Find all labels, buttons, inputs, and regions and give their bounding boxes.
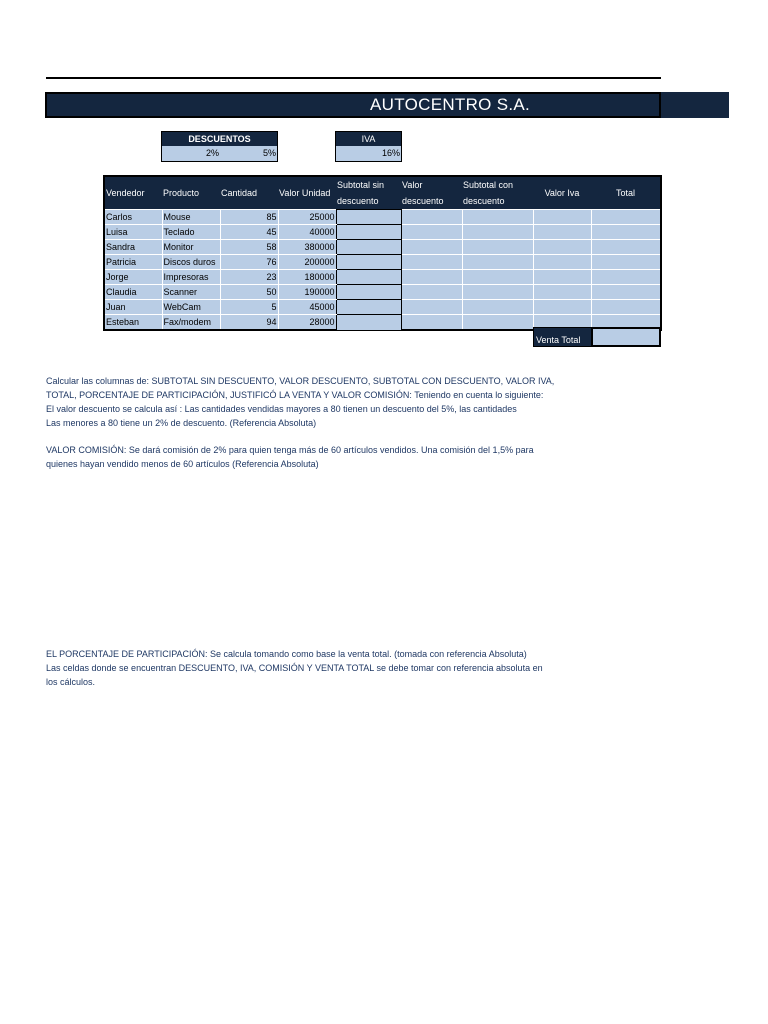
valor-descuento-cell[interactable]: [401, 210, 462, 225]
instructions-paragraph-3: [46, 647, 543, 689]
cantidad-cell[interactable]: 50: [220, 285, 278, 300]
valor-iva-cell[interactable]: [533, 285, 591, 300]
iva-value-row: [336, 146, 401, 161]
valor-descuento-cell[interactable]: [401, 285, 462, 300]
header-producto: Producto: [162, 176, 220, 210]
instruction-line: quienes hayan vendido menos de 60 artículos (Referencia Absoluta): [46, 459, 319, 469]
valor-iva-cell[interactable]: [533, 255, 591, 270]
cantidad-cell[interactable]: 58: [220, 240, 278, 255]
valor-descuento-cell[interactable]: [401, 240, 462, 255]
table-row: [104, 225, 661, 240]
cantidad-cell[interactable]: 45: [220, 225, 278, 240]
iva-value-cell[interactable]: 16%: [381, 148, 400, 158]
subtotal-sin-descuento-cell[interactable]: [336, 300, 401, 315]
valor-descuento-cell[interactable]: [401, 270, 462, 285]
subtotal-sin-descuento-cell[interactable]: [336, 225, 401, 240]
total-cell[interactable]: [591, 270, 661, 285]
valor-iva-cell[interactable]: [533, 240, 591, 255]
instruction-line: EL PORCENTAJE DE PARTICIPACIÓN: Se calcula tomando como base la venta total. (tomada con referencia Absoluta): [46, 649, 527, 659]
descuentos-values: [162, 146, 277, 161]
header-subtotal-con-descuento: Subtotal con descuento: [462, 176, 533, 210]
top-rule: [46, 77, 661, 79]
header-vendedor: Vendedor: [104, 176, 162, 210]
table-header-row: [104, 176, 661, 210]
valor-unidad-cell[interactable]: 25000: [278, 210, 336, 225]
subtotal-con-descuento-cell[interactable]: [462, 240, 533, 255]
instruction-line: Las menores a 80 tiene un 2% de descuento. (Referencia Absoluta): [46, 418, 317, 428]
valor-unidad-cell[interactable]: 180000: [278, 270, 336, 285]
descuentos-label: DESCUENTOS: [162, 132, 277, 146]
instruction-line: Calcular las columnas de: SUBTOTAL SIN DESCUENTO, VALOR DESCUENTO, SUBTOTAL CON DESCUENTO, VALOR IVA,: [46, 376, 555, 386]
producto-cell[interactable]: Scanner: [162, 285, 220, 300]
sales-table: [103, 175, 662, 331]
vendedor-cell[interactable]: Jorge: [104, 270, 162, 285]
subtotal-con-descuento-cell[interactable]: [462, 285, 533, 300]
iva-box: [335, 131, 402, 162]
cantidad-cell[interactable]: 94: [220, 315, 278, 331]
subtotal-sin-descuento-cell[interactable]: [336, 255, 401, 270]
descuento-5-cell[interactable]: 5%: [262, 148, 276, 158]
venta-total-label: Venta Total: [533, 327, 591, 347]
header-total: Total: [591, 176, 661, 210]
header-cantidad: Cantidad: [220, 176, 278, 210]
venta-total-cell[interactable]: [591, 327, 661, 347]
title-banner-border: [45, 92, 661, 118]
valor-iva-cell[interactable]: [533, 225, 591, 240]
valor-descuento-cell[interactable]: [401, 225, 462, 240]
page-title: AUTOCENTRO S.A.: [370, 95, 531, 114]
producto-cell[interactable]: Mouse: [162, 210, 220, 225]
valor-iva-cell[interactable]: [533, 270, 591, 285]
valor-iva-cell[interactable]: [533, 300, 591, 315]
valor-unidad-cell[interactable]: 45000: [278, 300, 336, 315]
descuento-2-cell[interactable]: 2%: [205, 148, 219, 158]
header-valor-unidad: Valor Unidad: [278, 176, 336, 210]
instruction-line: TOTAL, PORCENTAJE DE PARTICIPACIÓN, JUSTIFICÓ LA VENTA Y VALOR COMISIÓN: Teniendo en cuenta lo siguiente:: [46, 390, 544, 400]
vendedor-cell[interactable]: Carlos: [104, 210, 162, 225]
total-cell[interactable]: [591, 225, 661, 240]
cantidad-cell[interactable]: 23: [220, 270, 278, 285]
subtotal-sin-descuento-cell[interactable]: [336, 270, 401, 285]
table-row: [104, 210, 661, 225]
iva-label: IVA: [336, 132, 401, 146]
subtotal-sin-descuento-cell[interactable]: [336, 240, 401, 255]
total-cell[interactable]: [591, 210, 661, 225]
vendedor-cell[interactable]: Patricia: [104, 255, 162, 270]
table-row: [104, 255, 661, 270]
valor-unidad-cell[interactable]: 28000: [278, 315, 336, 331]
vendedor-cell[interactable]: Esteban: [104, 315, 162, 331]
producto-cell[interactable]: Impresoras: [162, 270, 220, 285]
instruction-line: El valor descuento se calcula así : Las cantidades vendidas mayores a 80 tienen un descuento del 5%, las cantidades: [46, 404, 517, 414]
subtotal-sin-descuento-cell[interactable]: [336, 285, 401, 300]
total-cell[interactable]: [591, 300, 661, 315]
subtotal-con-descuento-cell[interactable]: [462, 270, 533, 285]
header-valor-iva: Valor Iva: [533, 176, 591, 210]
valor-descuento-cell[interactable]: [401, 255, 462, 270]
cantidad-cell[interactable]: 76: [220, 255, 278, 270]
vendedor-cell[interactable]: Claudia: [104, 285, 162, 300]
valor-unidad-cell[interactable]: 190000: [278, 285, 336, 300]
vendedor-cell[interactable]: Juan: [104, 300, 162, 315]
total-cell[interactable]: [591, 285, 661, 300]
cantidad-cell[interactable]: 5: [220, 300, 278, 315]
instruction-line: los cálculos.: [46, 677, 96, 687]
valor-unidad-cell[interactable]: 380000: [278, 240, 336, 255]
header-subtotal-sin-descuento: Subtotal sin descuento: [336, 176, 401, 210]
instructions-paragraph-2: [46, 443, 534, 471]
cantidad-cell[interactable]: 85: [220, 210, 278, 225]
subtotal-sin-descuento-cell[interactable]: [336, 210, 401, 225]
descuentos-box: [161, 131, 278, 162]
vendedor-cell[interactable]: Sandra: [104, 240, 162, 255]
valor-unidad-cell[interactable]: 200000: [278, 255, 336, 270]
table-row: [104, 270, 661, 285]
instruction-line: VALOR COMISIÓN: Se dará comisión de 2% para quien tenga más de 60 artículos vendidos. Una comisión del 1,5% para: [46, 445, 534, 455]
producto-cell[interactable]: WebCam: [162, 300, 220, 315]
valor-unidad-cell[interactable]: 40000: [278, 225, 336, 240]
producto-cell[interactable]: Discos duros: [162, 255, 220, 270]
subtotal-con-descuento-cell[interactable]: [462, 210, 533, 225]
vendedor-cell[interactable]: Luisa: [104, 225, 162, 240]
table-row: [104, 300, 661, 315]
subtotal-con-descuento-cell[interactable]: [462, 225, 533, 240]
total-cell[interactable]: [591, 240, 661, 255]
producto-cell[interactable]: Fax/modem: [162, 315, 220, 331]
instructions-paragraph-1: [46, 374, 554, 430]
instruction-line: Las celdas donde se encuentran DESCUENTO, IVA, COMISIÓN Y VENTA TOTAL se debe tomar con referencia absoluta en: [46, 663, 543, 673]
subtotal-sin-descuento-cell[interactable]: [336, 315, 401, 331]
valor-descuento-cell[interactable]: [401, 315, 462, 331]
subtotal-con-descuento-cell[interactable]: [462, 300, 533, 315]
valor-iva-cell[interactable]: [533, 210, 591, 225]
producto-cell[interactable]: Monitor: [162, 240, 220, 255]
subtotal-con-descuento-cell[interactable]: [462, 255, 533, 270]
producto-cell[interactable]: Teclado: [162, 225, 220, 240]
table-row: [104, 285, 661, 300]
header-valor-descuento: Valor descuento: [401, 176, 462, 210]
total-cell[interactable]: [591, 255, 661, 270]
valor-descuento-cell[interactable]: [401, 300, 462, 315]
table-row: [104, 240, 661, 255]
subtotal-con-descuento-cell[interactable]: [462, 315, 533, 331]
